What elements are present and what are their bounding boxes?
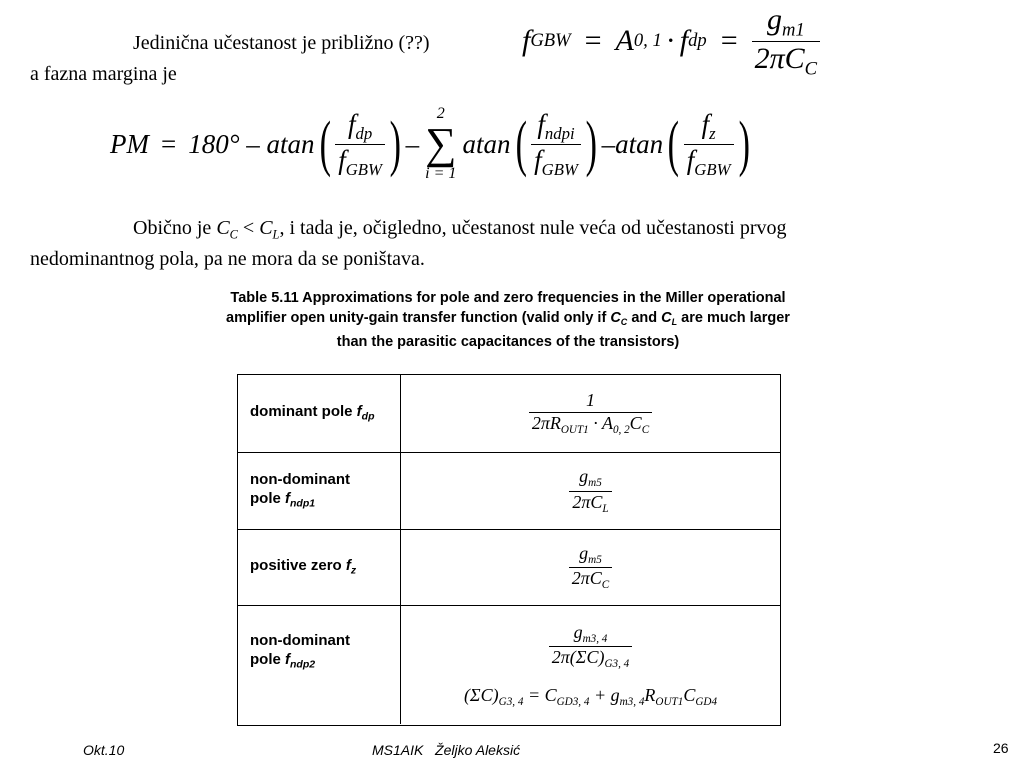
paragraph-line-1: Obično je $C_C < C_L$, i tada je, očigledno, učestanost nule veća od učestanosti prvog xyxy=(133,217,787,242)
row-label: non-dominant pole $f_{ndp2}$ xyxy=(238,606,401,724)
table-row xyxy=(238,375,780,453)
row-label: positive zero $f_z$ xyxy=(238,530,401,605)
table-caption: Table 5.11 Approximations for pole and zero frequencies in the Miller operational amplifier open unity-gain transfer function (valid only if $C_C$ and $C_L$ are much larger than the parasitic capacitances of the transistors) xyxy=(226,290,790,351)
gbw-formula: f GBW = A 0, 1 · f dp = $\frac{g_{m1}}{2\pi C_C}$ xyxy=(522,6,820,76)
intro-line-1: Jedinična učestanost je približno (??) xyxy=(133,32,430,54)
phase-margin-formula: PM = 180° – atan ( $\frac{f_{dp}}{f_{GBW}}$ ) – 2 ∑ i = 1 atan ( $\frac{f_{ndpi}}{f_{GBW}}$ ) –atan ( $\frac{f_z}{f_{GBW}}$ ) xyxy=(110,105,750,182)
row-formula: $\frac{g_{m3, 4}}{2\pi(\Sigma C)_{G3, 4}}$ $(\Sigma C)_{G3, 4} = C_{GD3, 4} + g_{m3, 4}R_{OUT1}C_{GD4}$ xyxy=(463,621,718,709)
row-formula: $\frac{1}{2\pi R_{OUT1} \cdot A_{0, 2}C_C}$ xyxy=(401,375,780,452)
table-row xyxy=(238,606,780,724)
row-label: dominant pole $f_{dp}$ xyxy=(238,375,401,452)
row-formula: $\frac{g_{m5}}{2\pi C_L}$ xyxy=(401,453,780,529)
paragraph-line-2: nedominantnog pola, pa ne mora da se poništava. xyxy=(30,248,425,270)
table-row xyxy=(238,453,780,530)
table-row xyxy=(238,530,780,606)
sigma-c-definition: $(\Sigma C)_{G3, 4} = C_{GD3, 4} + g_{m3, 4}R_{OUT1}C_{GD4}$ xyxy=(463,685,718,709)
intro-line-2: a fazna margina je xyxy=(30,63,177,85)
footer-author: MS1AIK Željko Aleksić xyxy=(372,742,521,758)
row-formula: $\frac{g_{m5}}{2\pi C_C}$ xyxy=(401,530,780,605)
poles-zeros-table xyxy=(237,374,781,726)
footer-date: Okt.10 xyxy=(83,742,125,758)
page-number: 26 xyxy=(993,740,1009,756)
row-label: non-dominant pole $f_{ndp1}$ xyxy=(238,453,401,529)
